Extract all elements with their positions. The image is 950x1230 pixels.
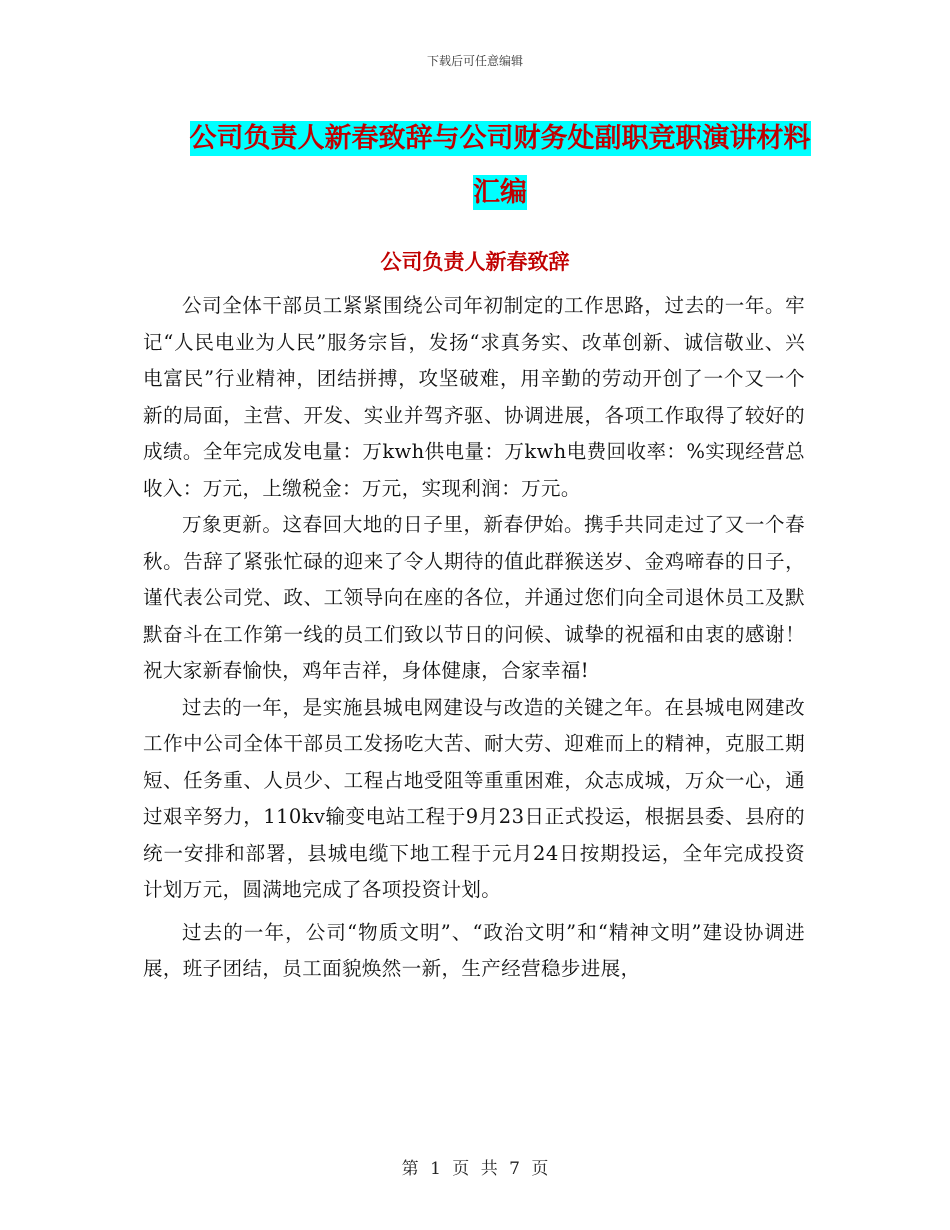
page-number-footer: 第 1 页 共 7 页 (401, 1159, 549, 1179)
body-text (143, 288, 805, 988)
document-title-line-2: 汇编 (473, 177, 527, 208)
page-header-note: 下载后可任意编辑 (426, 54, 523, 68)
section-heading: 公司负责人新春致辞 (380, 250, 570, 274)
document-title-line-1: 公司负责人新春致辞与公司财务处副职竞职演讲材料 (189, 123, 811, 154)
paragraph-4: 过去的一年，公司“物质文明”、“政治文明”和“精神文明”建设协调进展，班子团结，员工面貌焕然一新，生产经营稳步进展， (143, 920, 805, 980)
paragraph-1: 公司全体干部员工紧紧围绕公司年初制定的工作思路，过去的一年。牢记“人民电业为人民”服务宗旨，发扬“求真务实、改革创新、诚信敬业、兴电富民”行业精神，团结拼搏，攻坚破难，用辛勤的劳动开创了一个又一个新的局面，主营、开发、实业并驾齐驱、协调进展，各项工作取得了较好的成绩。全年完成发电量：万kwh供电量：万kwh电费回收率：%实现经营总收入：万元，上缴税金：万元，实现利润：万元。 (143, 294, 805, 500)
document-title (140, 112, 860, 220)
paragraph-2: 万象更新。这春回大地的日子里，新春伊始。携手共同走过了又一个春秋。告辞了紧张忙碌的迎来了令人期待的值此群猴送岁、金鸡啼春的日子，谨代表公司党、政、工领导向在座的各位，并通过您们向全司退休员工及默默奋斗在工作第一线的员工们致以节日的问候、诚挚的祝福和由衷的感谢！祝大家新春愉快，鸡年吉祥，身体健康，合家幸福! (143, 513, 805, 682)
paragraph-3: 过去的一年，是实施县城电网建设与改造的关键之年。在县城电网建改工作中公司全体干部员工发扬吃大苦、耐大劳、迎难而上的精神，克服工期短、任务重、人员少、工程占地受阻等重重困难，众志成城，万众一心，通过艰辛努力，110kv输变电站工程于9月23日正式投运，根据县委、县府的统一安排和部署，县城电缆下地工程于元月24日按期投运，全年完成投资计划万元，圆满地完成了各项投资计划。 (143, 695, 805, 901)
